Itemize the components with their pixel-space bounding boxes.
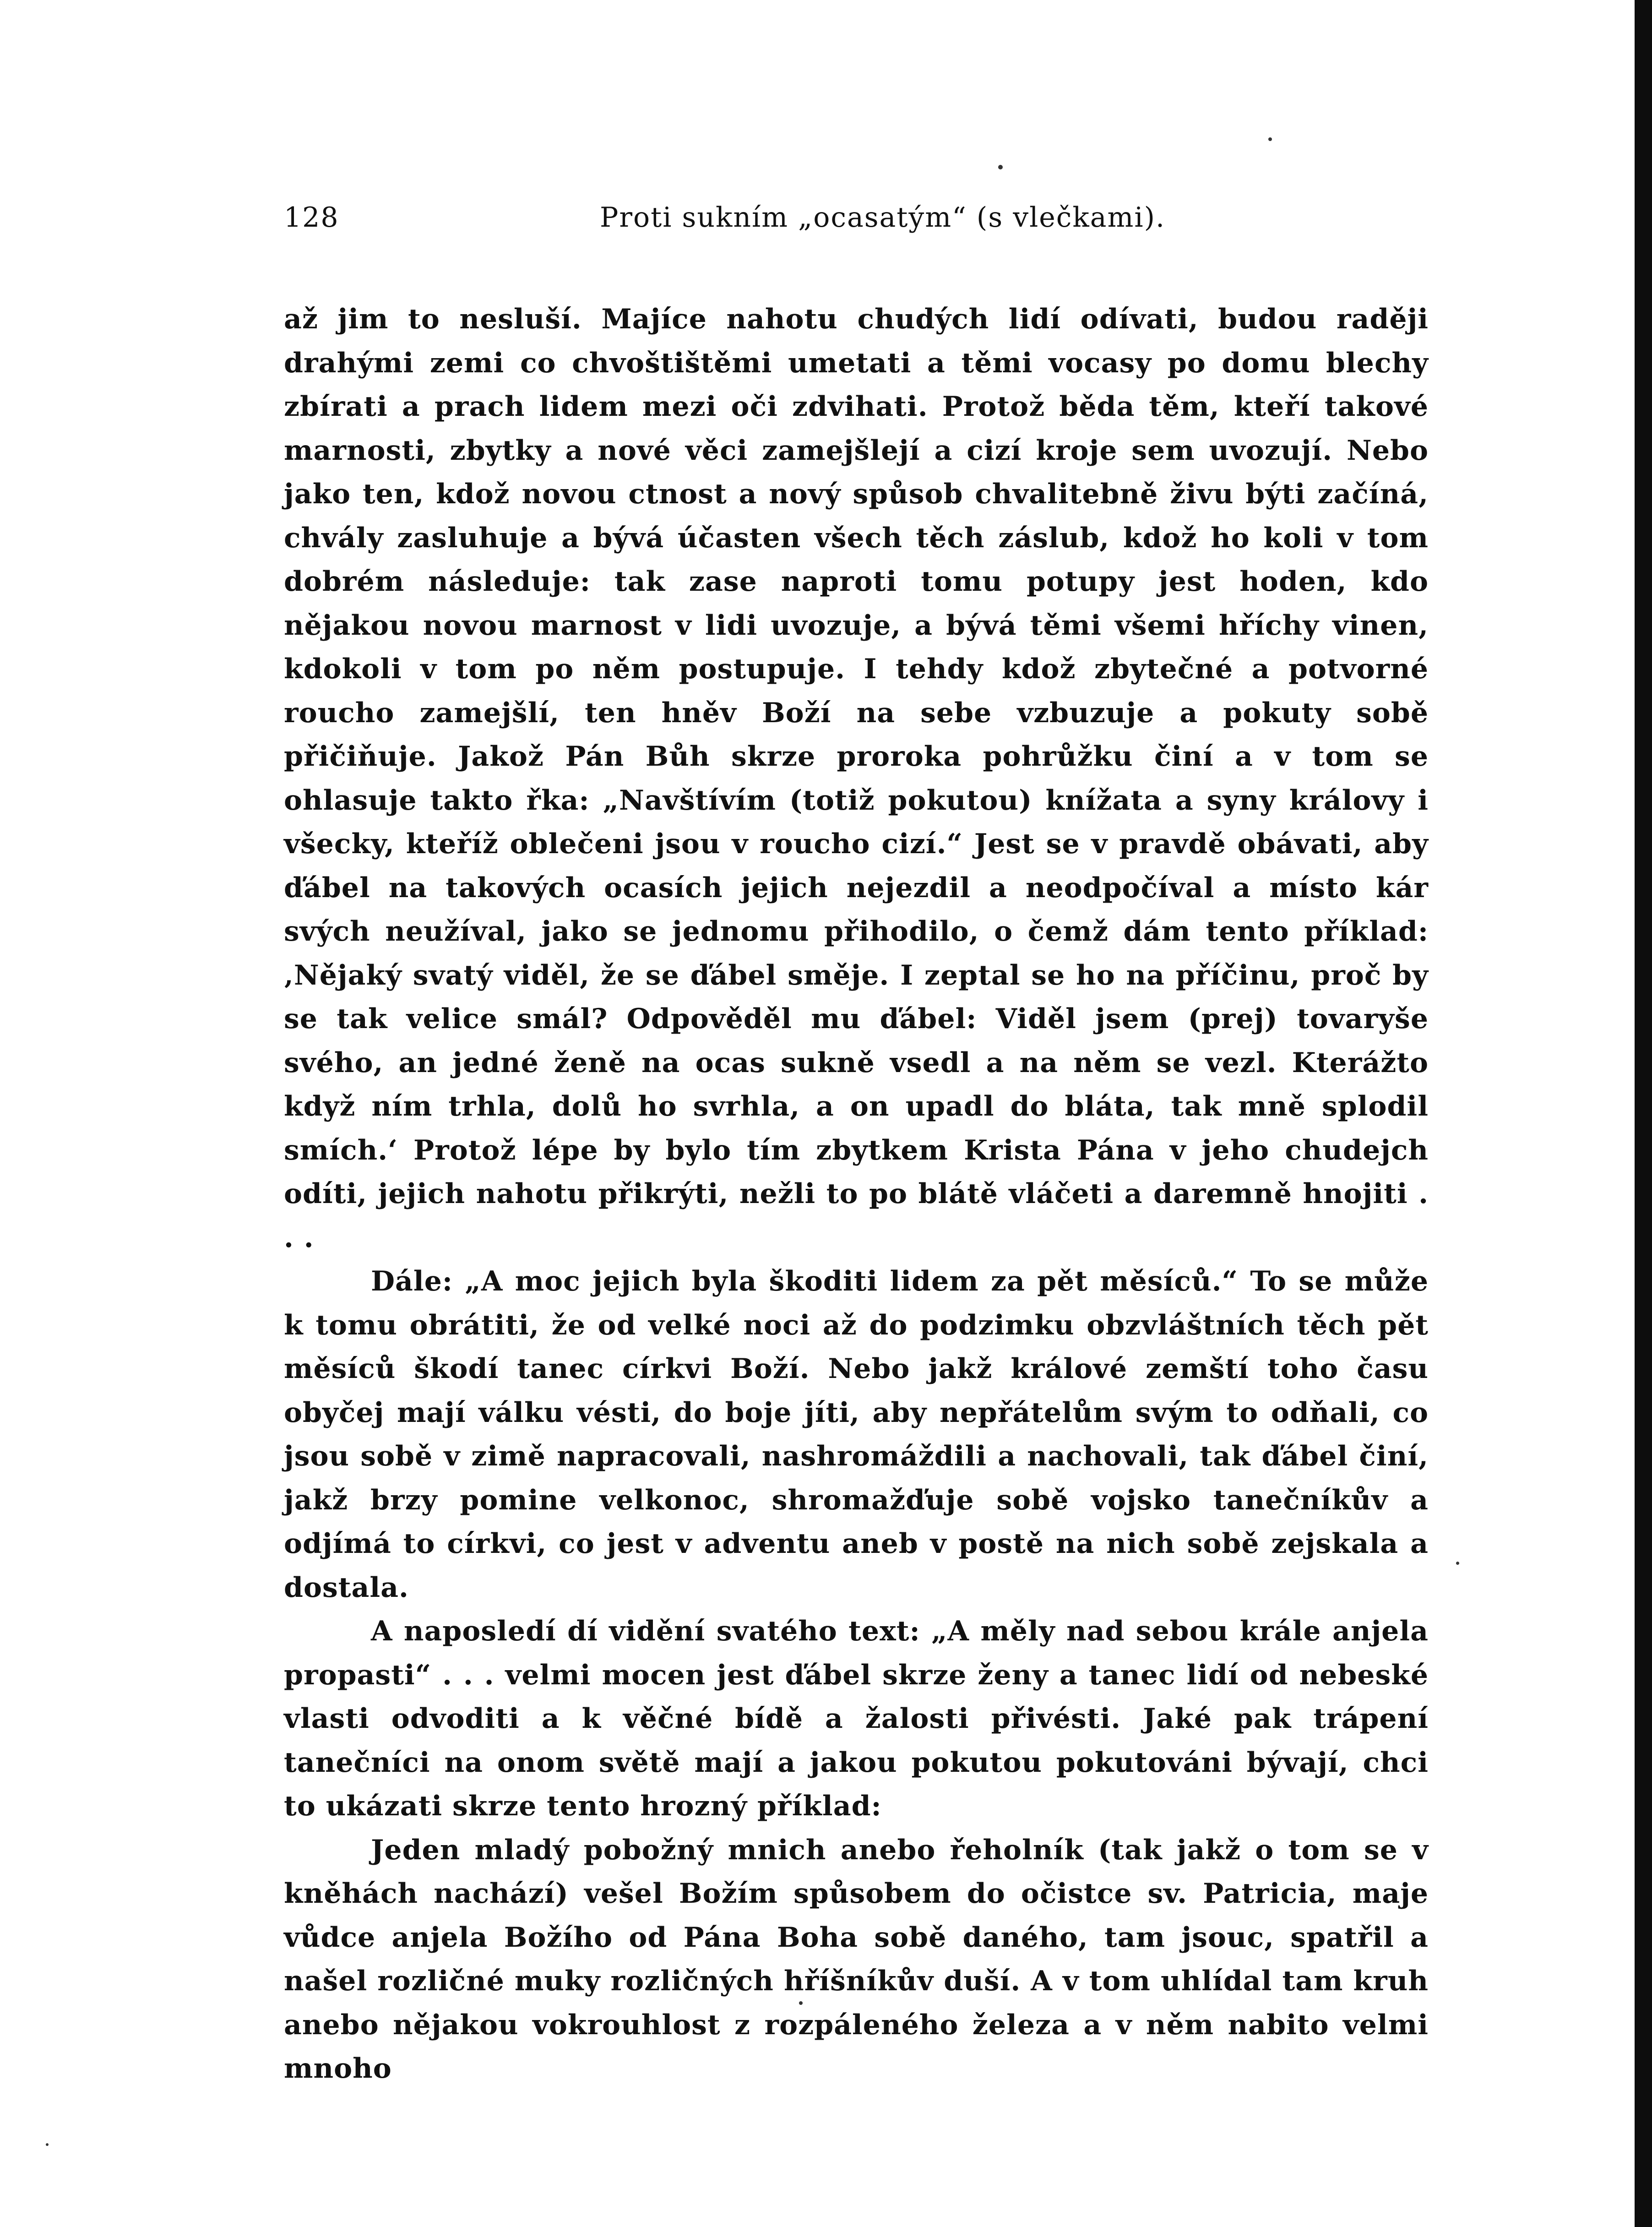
paragraph-2: Dále: „A moc jejich byla škoditi lidem za pět měsíců.“ To se může k tomu obrátiti, že od velké noci až do podzimku obzvláštních těch pět měsíců škodí tanec církvi Boží. Nebo jakž králové zemští toho času obyčej mají válku vésti, do boje jíti, aby nepřátelům svým to odňali, co jsou sobě v zimě napracovali, nashromáždili a nachovali, tak ďábel činí, jakž brzy pomine velkonoc, shromažďuje sobě vojsko tanečníkův a odjímá to církvi, co jest v adventu aneb v postě na nich sobě zejskala a dostala. <box>284 1265 1429 1604</box>
scan-speck <box>1268 137 1272 141</box>
scan-speck <box>1456 1562 1459 1565</box>
page-header <box>284 201 1429 247</box>
scan-speck <box>998 165 1003 169</box>
body-text <box>284 298 1429 2091</box>
running-title: Proti sukním „ocasatým“ (s vlečkami). <box>600 201 1166 234</box>
scan-right-edge <box>1635 0 1652 2227</box>
paragraph-1: až jim to nesluší. Majíce nahotu chudých lidí odívati, budou raději drahými zemi co chvoštištěmi umetati a těmi vocasy po domu blechy zbírati a prach lidem mezi oči zdvihati. Protož běda těm, kteří takové marnosti, zbytky a nové věci zamejšlejí a cizí kroje sem uvozují. Nebo jako ten, kdož novou ctnost a nový spůsob chvalitebně živu býti začíná, chvály zasluhuje a bývá účasten všech těch záslub, kdož ho koli v tom dobrém následuje: tak zase naproti tomu potupy jest hoden, kdo nějakou novou marnost v lidi uvozuje, a bývá těmi všemi hříchy vinen, kdokoli v tom po něm postupuje. I tehdy kdož zbytečné a potvorné roucho zamejšlí, ten hněv Boží na sebe vzbuzuje a pokuty sobě přičiňuje. Jakož Pán Bůh skrze proroka pohrůžku činí a v tom se ohlasuje takto řka: „Navštívím (totiž pokutou) knížata a syny královy i všecky, kteříž oblečeni jsou v roucho cizí.“ Jest se v pravdě obávati, aby ďábel na takových ocasích jejich nejezdil a neodpočíval a místo kár svých neužíval, jako se jednomu přihodilo, o čemž dám tento příklad: ‚Nějaký svatý viděl, že se ďábel směje. I zeptal se ho na příčinu, proč by se tak velice smál? Odpověděl mu ďábel: Viděl jsem (prej) tovaryše svého, an jedné ženě na ocas sukně vsedl a na něm se vezl. Kterážto když ním trhla, dolů ho svrhla, a on upadl do bláta, tak mně splodil smích.‘ Protož lépe by bylo tím zbytkem Krista Pána v jeho chudejch odíti, jejich nahotu přikrýti, nežli to po blátě vláčeti a daremně hnojiti . . . <box>284 303 1429 1254</box>
scan-speck <box>46 2143 49 2146</box>
paragraph-4: Jeden mladý pobožný mnich anebo řeholník (tak jakž o tom se v kněhách nachází) vešel Božím spůsobem do očistce sv. Patricia, maje vůdce anjela Božího od Pána Boha sobě daného, tam jsouc, spatřil a našel rozličné muky rozličných hříšníkův duší. A v tom uhlídal tam kruh anebo nějakou vokrouhlost z rozpáleného železa a v něm nabito velmi mnoho <box>284 1834 1429 2085</box>
page-number: 128 <box>284 201 339 234</box>
paragraph-3: A naposledí dí vidění svatého text: „A měly nad sebou krále anjela propasti“ . . . velmi mocen jest ďábel skrze ženy a tanec lidí od nebeské vlasti odvoditi a k věčné bídě a žalosti přivésti. Jaké pak trápení tanečníci na onom světě mají a jakou pokutou pokutováni bývají, chci to ukázati skrze tento hrozný příklad: <box>284 1615 1429 1822</box>
scan-speck <box>799 2001 803 2005</box>
